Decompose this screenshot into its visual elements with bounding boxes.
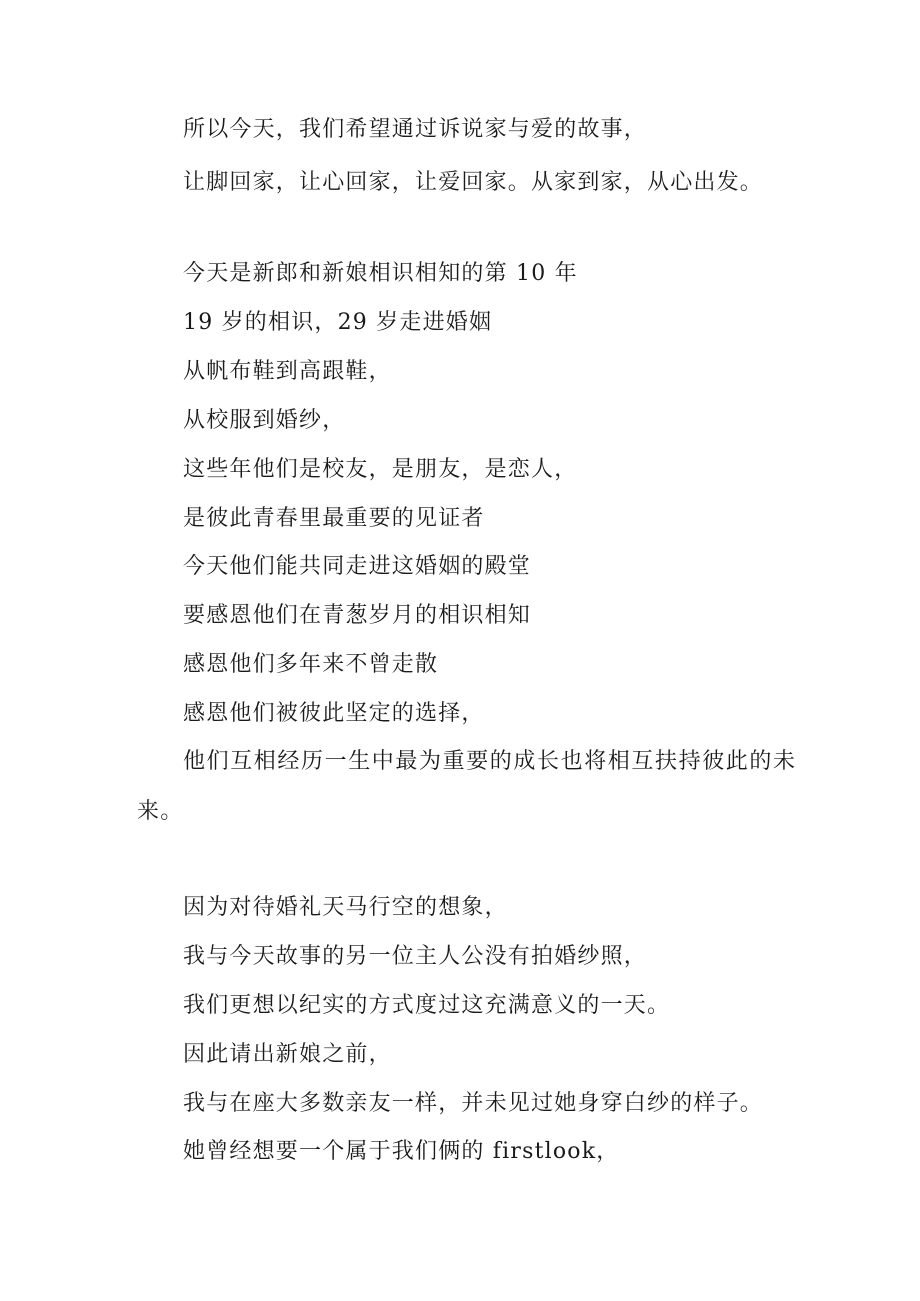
text-line: 感恩他们被彼此坚定的选择， — [183, 701, 485, 726]
text-line: 我与今天故事的另一位主人公没有拍婚纱照， — [183, 944, 648, 969]
text-line: 我与在座大多数亲友一样，并未见过她身穿白纱的样子。 — [183, 1091, 764, 1116]
text-line: 从帆布鞋到高跟鞋， — [183, 359, 392, 384]
text-line: 这些年他们是校友，是朋友，是恋人， — [183, 457, 578, 482]
text-line: 因此请出新娘之前， — [183, 1042, 392, 1067]
text-line: 从校服到婚纱， — [183, 408, 346, 433]
text-line: 今天他们能共同走进这婚姻的殿堂 — [183, 554, 532, 579]
text-line: 来。 — [137, 799, 184, 824]
text-line: 我们更想以纪实的方式度过这充满意义的一天。 — [183, 993, 671, 1018]
text-line: 是彼此青春里最重要的见证者 — [183, 506, 485, 531]
text-line: 感恩他们多年来不曾走散 — [183, 652, 439, 677]
text-line: 他们互相经历一生中最为重要的成长也将相互扶持彼此的未 — [183, 749, 797, 774]
text-line: 因为对待婚礼天马行空的想象， — [183, 895, 508, 920]
text-line: 要感恩他们在青葱岁月的相识相知 — [183, 603, 532, 628]
text-line: 让脚回家，让心回家，让爱回家。从家到家，从心出发。 — [183, 170, 764, 195]
text-line: 今天是新郎和新娘相识相知的第 10 年 — [183, 261, 578, 286]
text-line: 她曾经想要一个属于我们俩的 firstlook， — [183, 1139, 620, 1164]
text-line: 19 岁的相识，29 岁走进婚姻 — [183, 310, 493, 335]
text-line: 所以今天，我们希望通过诉说家与爱的故事， — [183, 117, 648, 142]
